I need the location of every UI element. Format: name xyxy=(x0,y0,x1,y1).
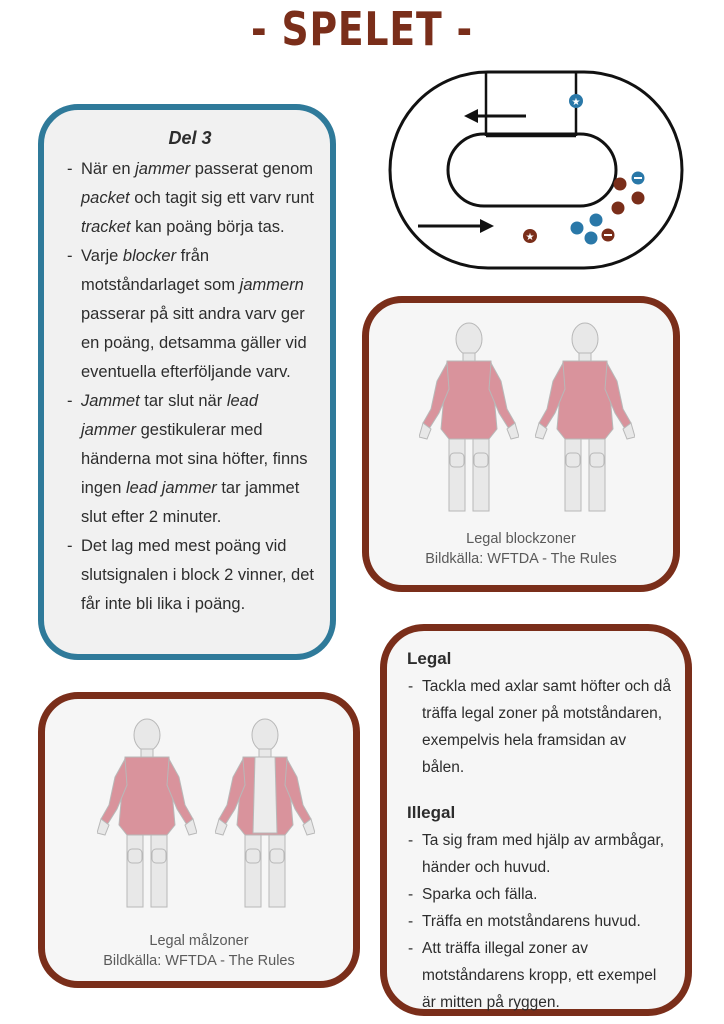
del3-item xyxy=(66,387,314,532)
del3-text-fragment: passerar på sitt andra varv ger en poäng, detsamma gäller vid eventuella efterföljande varv. xyxy=(81,305,307,381)
figure-front-blockzones xyxy=(419,319,519,519)
del3-text-fragment: lead jammer xyxy=(81,392,259,439)
legal-list xyxy=(407,673,671,781)
illegal-heading: Illegal xyxy=(407,803,456,822)
del3-text-fragment: tracket xyxy=(81,218,131,236)
del3-heading: Del 3 xyxy=(168,128,212,148)
page-title: - SPELET - xyxy=(251,2,473,56)
targetzones-card xyxy=(38,692,360,988)
del3-text-fragment: passerat genom xyxy=(190,160,314,178)
figure-back-targetzones xyxy=(215,715,315,915)
del3-item xyxy=(66,242,314,387)
del3-text-fragment: packet xyxy=(81,189,130,207)
del3-text-fragment: från motståndarlaget som xyxy=(81,247,240,294)
svg-text:★: ★ xyxy=(571,97,581,108)
figure-front-targetzones xyxy=(97,715,197,915)
illegal-item: - Träffa en motståndarens huvud. xyxy=(407,908,671,935)
illegal-item: - Ta sig fram med hjälp av armbågar, händer och huvud. xyxy=(407,827,671,881)
star-icon xyxy=(523,229,537,243)
illegal-item: - Att träffa illegal zoner av motståndarens kropp, ett exempel är mitten på ryggen. xyxy=(407,935,671,1016)
del3-text-fragment: jammern xyxy=(239,276,304,294)
del3-text-fragment: Varje xyxy=(81,247,123,265)
del3-card xyxy=(38,104,336,660)
track-diagram xyxy=(386,68,686,274)
figure-back-blockzones xyxy=(535,319,635,519)
blockzones-card xyxy=(362,296,680,592)
star-icon xyxy=(569,94,583,108)
del3-item xyxy=(66,532,314,619)
targetzones-caption: Legal målzoner xyxy=(149,933,249,949)
del3-list xyxy=(66,155,314,619)
illegal-list xyxy=(407,827,671,1016)
minus-icon xyxy=(632,172,645,185)
del3-text-fragment: Jammet xyxy=(81,392,140,410)
del3-text-fragment: kan poäng börja tas. xyxy=(130,218,285,236)
legal-illegal-card xyxy=(380,624,692,1016)
legal-heading: Legal xyxy=(407,649,452,668)
illegal-item: - Sparka och fälla. xyxy=(407,881,671,908)
svg-text:★: ★ xyxy=(525,232,535,243)
targetzones-source: Bildkälla: WFTDA - The Rules xyxy=(103,953,295,969)
minus-icon xyxy=(602,229,615,242)
del3-text-fragment: lead jammer xyxy=(125,479,217,497)
del3-text-fragment: tar jammet slut efter 2 minuter. xyxy=(81,479,300,526)
del3-text-fragment: tar slut när xyxy=(139,392,227,410)
del3-text-fragment: Det lag med mest poäng vid slutsignalen i block 2 vinner, det får inte bli lika i poäng. xyxy=(81,537,314,613)
blockzones-source: Bildkälla: WFTDA - The Rules xyxy=(425,551,617,567)
legal-item: - Tackla med axlar samt höfter och då träffa legal zoner på motståndaren, exempelvis hela framsidan av bålen. xyxy=(407,673,671,781)
del3-text-fragment: blocker xyxy=(122,247,177,265)
del3-text-fragment: jammer xyxy=(135,160,191,178)
del3-text-fragment: och tagit sig ett varv runt xyxy=(129,189,314,207)
del3-item xyxy=(66,155,314,242)
blockzones-caption: Legal blockzoner xyxy=(466,531,576,547)
del3-text-fragment: gestikulerar med händerna mot sina höfter, finns ingen xyxy=(81,421,308,497)
del3-text-fragment: När en xyxy=(81,160,136,178)
